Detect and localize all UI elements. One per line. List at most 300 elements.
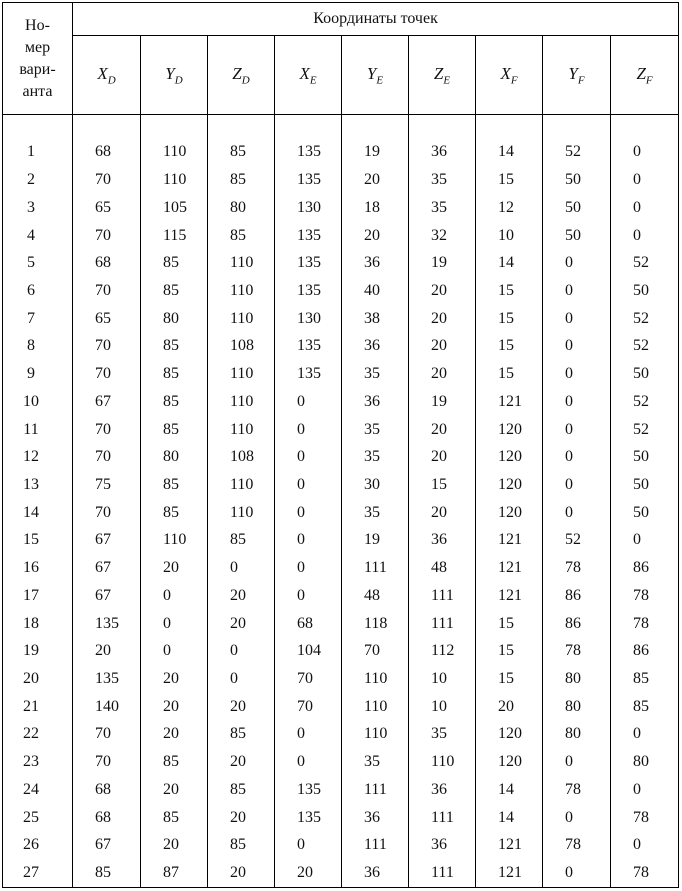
coordinate-cell: 36 xyxy=(342,804,409,832)
coordinate-cell: 85 xyxy=(141,388,208,416)
table-row xyxy=(3,277,679,305)
variant-number-cell xyxy=(3,416,73,444)
coordinate-cell: 20 xyxy=(141,665,208,693)
column-header-base: Z xyxy=(232,63,242,83)
coordinate-cell: 108 xyxy=(208,333,275,361)
coordinate-cell: 52 xyxy=(611,416,679,444)
variant-number-cell xyxy=(3,748,73,776)
variant-number-cell xyxy=(3,360,73,388)
coordinate-cell: 0 xyxy=(611,166,679,194)
coordinate-cell: 52 xyxy=(611,388,679,416)
spacer-cell xyxy=(409,115,476,139)
column-header-base: Z xyxy=(433,63,444,83)
coordinate-cell: 85 xyxy=(141,277,208,305)
coordinate-cell: 111 xyxy=(342,776,409,804)
column-header-subscript: D xyxy=(241,74,250,87)
table-row xyxy=(3,804,679,832)
coordinate-cell: 65 xyxy=(73,305,141,333)
coordinate-cell: 70 xyxy=(73,721,141,749)
variant-number: 15 xyxy=(23,531,39,549)
coordinate-cell: 67 xyxy=(73,831,141,859)
table-row xyxy=(3,360,679,388)
coordinate-cell: 70 xyxy=(73,333,141,361)
coordinate-cell: 18 xyxy=(342,194,409,222)
coordinate-cell: 52 xyxy=(611,305,679,333)
column-header-subscript: D xyxy=(174,74,183,87)
coordinate-cell: 0 xyxy=(275,499,342,527)
coordinate-cell: 0 xyxy=(141,637,208,665)
coordinate-cell: 110 xyxy=(141,166,208,194)
coordinate-cell: 85 xyxy=(141,748,208,776)
table-row xyxy=(3,693,679,721)
coordinate-cell: 110 xyxy=(208,305,275,333)
variant-number-cell xyxy=(3,804,73,832)
coordinate-cell: 50 xyxy=(611,360,679,388)
coordinate-cell: 111 xyxy=(409,859,476,887)
variant-number: 17 xyxy=(23,586,39,604)
coordinate-cell: 135 xyxy=(275,360,342,388)
coordinate-cell: 0 xyxy=(208,637,275,665)
coordinate-cell: 110 xyxy=(342,693,409,721)
coordinate-cell: 110 xyxy=(208,499,275,527)
column-header-yd xyxy=(141,36,208,115)
column-header-base: Z xyxy=(636,63,646,83)
table-row xyxy=(3,194,679,222)
coordinate-cell: 85 xyxy=(141,804,208,832)
coordinate-cell: 110 xyxy=(208,360,275,388)
coordinate-cell: 15 xyxy=(476,360,543,388)
coordinate-cell: 52 xyxy=(543,527,611,555)
table-row xyxy=(3,637,679,665)
column-header-base: X xyxy=(97,63,108,83)
column-header-subscript: E xyxy=(309,74,317,87)
column-header-ye xyxy=(342,36,409,115)
variant-number: 22 xyxy=(23,725,39,743)
column-header-row xyxy=(3,36,679,115)
coordinate-cell: 0 xyxy=(275,554,342,582)
spacer-cell xyxy=(3,115,73,139)
coordinate-cell: 0 xyxy=(611,721,679,749)
coordinate-cell: 111 xyxy=(409,804,476,832)
coordinate-cell: 80 xyxy=(543,665,611,693)
coordinate-cell: 0 xyxy=(275,721,342,749)
coordinate-cell: 135 xyxy=(275,776,342,804)
spacer-cell xyxy=(275,115,342,139)
spacer-cell xyxy=(342,115,409,139)
coordinate-cell: 20 xyxy=(208,610,275,638)
spacer-cell xyxy=(73,115,141,139)
coordinate-cell: 70 xyxy=(73,499,141,527)
coordinate-cell: 10 xyxy=(476,222,543,250)
coordinate-cell: 70 xyxy=(73,360,141,388)
coordinate-cell: 0 xyxy=(543,249,611,277)
coordinate-cell: 78 xyxy=(543,637,611,665)
variant-number: 6 xyxy=(27,281,35,299)
variant-number: 11 xyxy=(23,420,39,438)
coordinate-cell: 78 xyxy=(543,776,611,804)
variant-number-cell xyxy=(3,582,73,610)
column-header-xe xyxy=(275,36,342,115)
coordinate-cell: 20 xyxy=(409,443,476,471)
coordinate-cell: 35 xyxy=(342,443,409,471)
coordinate-cell: 36 xyxy=(409,527,476,555)
coordinate-cell: 0 xyxy=(611,222,679,250)
coordinate-cell: 15 xyxy=(476,610,543,638)
coordinate-cell: 135 xyxy=(73,665,141,693)
coordinate-cell: 112 xyxy=(409,637,476,665)
variant-number-cell xyxy=(3,637,73,665)
coordinate-cell: 50 xyxy=(543,194,611,222)
variant-number: 19 xyxy=(23,642,39,660)
coordinate-cell: 36 xyxy=(409,776,476,804)
coordinate-cell: 0 xyxy=(543,416,611,444)
coordinate-cell: 120 xyxy=(476,748,543,776)
variant-number: 18 xyxy=(23,614,39,632)
coordinate-cell: 48 xyxy=(409,554,476,582)
coordinate-cell: 20 xyxy=(141,831,208,859)
variant-header-line: мер xyxy=(24,38,51,56)
table-row xyxy=(3,166,679,194)
coordinate-cell: 20 xyxy=(141,554,208,582)
column-header-xf xyxy=(476,36,543,115)
coordinate-cell: 110 xyxy=(141,138,208,166)
coordinate-cell: 0 xyxy=(543,305,611,333)
coordinate-cell: 110 xyxy=(208,416,275,444)
column-header-base: X xyxy=(500,63,511,83)
coordinate-cell: 48 xyxy=(342,582,409,610)
coordinate-cell: 86 xyxy=(543,610,611,638)
variant-number-cell xyxy=(3,166,73,194)
variant-number-cell xyxy=(3,222,73,250)
coordinate-cell: 20 xyxy=(208,693,275,721)
coordinate-cell: 20 xyxy=(208,859,275,887)
variant-number-cell xyxy=(3,305,73,333)
coordinate-cell: 0 xyxy=(208,554,275,582)
coordinate-cell: 85 xyxy=(141,249,208,277)
coordinate-cell: 35 xyxy=(342,499,409,527)
coordinate-cell: 135 xyxy=(275,333,342,361)
coordinate-cell: 135 xyxy=(275,277,342,305)
coordinate-cell: 14 xyxy=(476,776,543,804)
coordinate-cell: 121 xyxy=(476,831,543,859)
variant-number: 25 xyxy=(23,808,39,826)
coordinate-cell: 86 xyxy=(543,582,611,610)
coordinate-cell: 110 xyxy=(208,249,275,277)
coordinate-cell: 20 xyxy=(208,748,275,776)
coordinate-cell: 0 xyxy=(543,471,611,499)
coordinate-cell: 80 xyxy=(141,305,208,333)
coordinate-cell: 35 xyxy=(409,166,476,194)
coordinate-cell: 86 xyxy=(611,554,679,582)
coordinate-cell: 110 xyxy=(208,471,275,499)
coordinate-cell: 85 xyxy=(73,859,141,887)
variant-number: 1 xyxy=(27,143,35,161)
coordinate-cell: 36 xyxy=(342,333,409,361)
coordinate-cell: 30 xyxy=(342,471,409,499)
coordinate-cell: 0 xyxy=(543,277,611,305)
coordinate-cell: 104 xyxy=(275,637,342,665)
coordinate-cell: 105 xyxy=(141,194,208,222)
variant-number: 10 xyxy=(23,392,39,410)
coordinate-cell: 14 xyxy=(476,249,543,277)
variant-number: 24 xyxy=(23,780,39,798)
coordinate-cell: 80 xyxy=(611,748,679,776)
variant-number-cell xyxy=(3,277,73,305)
coordinate-cell: 68 xyxy=(275,610,342,638)
coordinate-cell: 20 xyxy=(141,776,208,804)
coordinate-cell: 130 xyxy=(275,194,342,222)
coordinate-cell: 0 xyxy=(275,748,342,776)
variant-number: 8 xyxy=(27,337,35,355)
coordinate-cell: 85 xyxy=(611,693,679,721)
variant-number-cell xyxy=(3,859,73,887)
coordinate-cell: 0 xyxy=(543,499,611,527)
coordinate-cell: 38 xyxy=(342,305,409,333)
variant-number: 5 xyxy=(27,254,35,272)
coordinate-cell: 0 xyxy=(543,388,611,416)
coordinate-cell: 15 xyxy=(476,637,543,665)
variant-number: 26 xyxy=(23,836,39,854)
coordinate-cell: 67 xyxy=(73,554,141,582)
coordinate-cell: 110 xyxy=(208,277,275,305)
variant-number: 23 xyxy=(23,753,39,771)
variant-number: 3 xyxy=(27,198,35,216)
coordinate-cell: 78 xyxy=(543,554,611,582)
coordinate-cell: 20 xyxy=(409,333,476,361)
coordinate-cell: 85 xyxy=(141,499,208,527)
coordinate-cell: 20 xyxy=(141,721,208,749)
coordinate-cell: 68 xyxy=(73,249,141,277)
coordinate-cell: 67 xyxy=(73,527,141,555)
coordinate-cell: 20 xyxy=(409,416,476,444)
spacer-cell xyxy=(208,115,275,139)
variant-number-cell xyxy=(3,527,73,555)
coordinate-cell: 0 xyxy=(275,471,342,499)
coordinate-cell: 20 xyxy=(275,859,342,887)
column-header-base: Y xyxy=(568,63,578,83)
column-header-ze xyxy=(409,36,476,115)
coordinate-cell: 70 xyxy=(275,693,342,721)
coordinate-cell: 111 xyxy=(342,554,409,582)
table-row xyxy=(3,776,679,804)
coordinate-cell: 0 xyxy=(611,527,679,555)
table-row xyxy=(3,471,679,499)
coordinate-cell: 52 xyxy=(611,333,679,361)
coordinate-cell: 80 xyxy=(543,693,611,721)
spacer-cell xyxy=(476,115,543,139)
coordinate-cell: 70 xyxy=(342,637,409,665)
coordinate-cell: 0 xyxy=(275,388,342,416)
coordinate-cell: 70 xyxy=(73,748,141,776)
variant-number-cell xyxy=(3,499,73,527)
coordinate-cell: 85 xyxy=(208,721,275,749)
coordinates-group-header: Координаты точек xyxy=(73,3,679,36)
coordinate-cell: 50 xyxy=(611,499,679,527)
coordinate-cell: 70 xyxy=(73,222,141,250)
coordinate-cell: 115 xyxy=(141,222,208,250)
coordinate-cell: 121 xyxy=(476,582,543,610)
coordinate-cell: 19 xyxy=(409,388,476,416)
coordinate-cell: 110 xyxy=(208,388,275,416)
coordinate-cell: 140 xyxy=(73,693,141,721)
coordinate-cell: 0 xyxy=(141,610,208,638)
variant-number-cell xyxy=(3,388,73,416)
variant-number-cell xyxy=(3,554,73,582)
coordinate-cell: 85 xyxy=(208,166,275,194)
coordinate-cell: 36 xyxy=(342,859,409,887)
coordinate-cell: 68 xyxy=(73,138,141,166)
coordinate-cell: 0 xyxy=(275,582,342,610)
coordinate-cell: 85 xyxy=(141,416,208,444)
column-header-subscript: E xyxy=(443,74,451,87)
variant-number-cell xyxy=(3,693,73,721)
spacer-cell xyxy=(611,115,679,139)
variant-number: 7 xyxy=(27,309,35,327)
table-row xyxy=(3,138,679,166)
coordinate-cell: 70 xyxy=(73,166,141,194)
coordinate-cell: 70 xyxy=(73,277,141,305)
coordinate-cell: 130 xyxy=(275,305,342,333)
coordinate-cell: 67 xyxy=(73,582,141,610)
coordinate-cell: 36 xyxy=(409,138,476,166)
coordinate-cell: 67 xyxy=(73,388,141,416)
table-row xyxy=(3,443,679,471)
coordinate-cell: 52 xyxy=(611,249,679,277)
variant-number-cell xyxy=(3,138,73,166)
coordinate-cell: 19 xyxy=(342,527,409,555)
coordinate-cell: 120 xyxy=(476,499,543,527)
column-header-subscript: F xyxy=(645,74,653,87)
coordinate-cell: 0 xyxy=(611,138,679,166)
coordinate-cell: 86 xyxy=(611,637,679,665)
coordinate-cell: 40 xyxy=(342,277,409,305)
coordinate-cell: 78 xyxy=(611,804,679,832)
column-header-zf xyxy=(611,36,679,115)
table-row xyxy=(3,527,679,555)
coordinate-cell: 35 xyxy=(342,748,409,776)
coordinate-cell: 19 xyxy=(409,249,476,277)
table-row xyxy=(3,305,679,333)
variant-number: 12 xyxy=(23,448,39,466)
coordinate-cell: 15 xyxy=(476,166,543,194)
coordinate-cell: 0 xyxy=(611,776,679,804)
coordinate-cell: 135 xyxy=(275,138,342,166)
coordinate-cell: 14 xyxy=(476,804,543,832)
coordinate-cell: 50 xyxy=(543,222,611,250)
coordinate-cell: 110 xyxy=(141,527,208,555)
coordinate-cell: 85 xyxy=(208,222,275,250)
spacer-cell xyxy=(141,115,208,139)
coordinate-cell: 0 xyxy=(275,527,342,555)
column-header-subscript: E xyxy=(376,74,384,87)
coordinate-cell: 111 xyxy=(409,610,476,638)
table-row xyxy=(3,499,679,527)
coordinate-cell: 85 xyxy=(141,333,208,361)
coordinate-cell: 20 xyxy=(208,804,275,832)
coordinate-cell: 15 xyxy=(476,277,543,305)
coordinate-cell: 0 xyxy=(208,665,275,693)
variant-header-line: анта xyxy=(22,82,53,100)
coordinate-cell: 78 xyxy=(611,610,679,638)
coordinate-cell: 36 xyxy=(342,388,409,416)
coordinate-cell: 35 xyxy=(342,416,409,444)
coordinate-cell: 110 xyxy=(342,665,409,693)
spacer-row xyxy=(3,115,679,139)
coordinate-cell: 121 xyxy=(476,527,543,555)
coordinate-cell: 0 xyxy=(141,582,208,610)
coordinate-cell: 32 xyxy=(409,222,476,250)
coordinate-cell: 110 xyxy=(409,748,476,776)
coordinate-cell: 15 xyxy=(476,305,543,333)
coordinate-cell: 50 xyxy=(611,277,679,305)
variant-number-cell xyxy=(3,443,73,471)
coordinate-cell: 120 xyxy=(476,416,543,444)
variant-number-cell xyxy=(3,471,73,499)
column-header-subscript: F xyxy=(510,74,518,87)
coordinate-cell: 0 xyxy=(543,804,611,832)
coordinate-cell: 10 xyxy=(409,693,476,721)
variant-number: 2 xyxy=(27,171,35,189)
table-row xyxy=(3,721,679,749)
variant-number: 21 xyxy=(23,697,39,715)
table-row xyxy=(3,748,679,776)
variant-number: 16 xyxy=(23,559,39,577)
coordinate-cell: 118 xyxy=(342,610,409,638)
coordinate-cell: 0 xyxy=(543,859,611,887)
coordinate-cell: 121 xyxy=(476,388,543,416)
coordinate-cell: 70 xyxy=(73,443,141,471)
coordinate-cell: 68 xyxy=(73,776,141,804)
table-row xyxy=(3,554,679,582)
coordinate-cell: 52 xyxy=(543,138,611,166)
coordinate-cell: 0 xyxy=(611,831,679,859)
coordinate-cell: 75 xyxy=(73,471,141,499)
coordinate-cell: 20 xyxy=(73,637,141,665)
column-header-base: Y xyxy=(366,63,377,83)
variant-number-header xyxy=(3,3,73,115)
coordinate-cell: 120 xyxy=(476,721,543,749)
coordinate-cell: 135 xyxy=(73,610,141,638)
coordinate-cell: 135 xyxy=(275,166,342,194)
variant-header-line: Но- xyxy=(25,16,50,34)
coordinate-cell: 50 xyxy=(611,471,679,499)
variant-number: 13 xyxy=(23,475,39,493)
coordinate-cell: 19 xyxy=(342,138,409,166)
coordinate-cell: 110 xyxy=(342,721,409,749)
variant-number: 4 xyxy=(27,226,35,244)
coordinate-cell: 35 xyxy=(409,194,476,222)
coordinate-cell: 20 xyxy=(476,693,543,721)
coordinate-cell: 14 xyxy=(476,138,543,166)
coordinate-cell: 0 xyxy=(611,194,679,222)
coordinate-cell: 15 xyxy=(476,333,543,361)
coordinate-cell: 135 xyxy=(275,249,342,277)
coordinate-cell: 85 xyxy=(208,138,275,166)
coordinate-cell: 0 xyxy=(275,416,342,444)
coordinate-cell: 121 xyxy=(476,859,543,887)
coordinate-cell: 78 xyxy=(543,831,611,859)
coordinate-cell: 20 xyxy=(342,166,409,194)
variant-number: 20 xyxy=(23,670,39,687)
coordinate-cell: 20 xyxy=(409,360,476,388)
coordinate-cell: 20 xyxy=(409,305,476,333)
coordinate-cell: 35 xyxy=(409,721,476,749)
column-header-xd xyxy=(73,36,141,115)
table-row xyxy=(3,582,679,610)
coordinate-cell: 87 xyxy=(141,859,208,887)
variant-header-line: вари- xyxy=(19,60,56,78)
table-row xyxy=(3,222,679,250)
